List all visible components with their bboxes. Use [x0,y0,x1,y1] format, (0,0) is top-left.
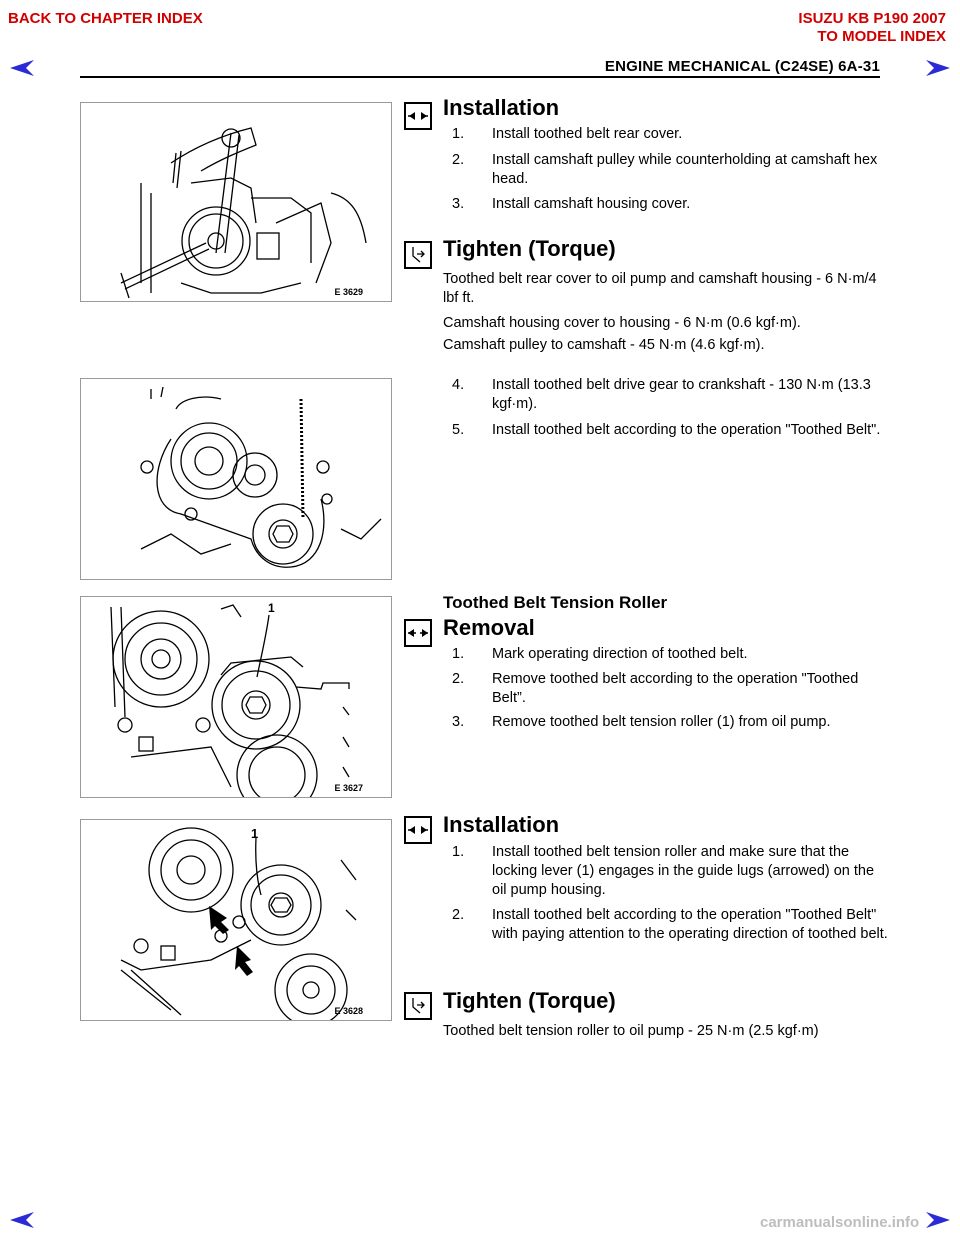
removal-icon [404,619,432,647]
watermark: carmanualsonline.info [760,1214,920,1231]
camshaft-pulley-illustration [81,103,391,301]
back-to-chapter-index-link[interactable]: BACK TO CHAPTER INDEX [8,10,203,27]
tension-roller-removal-illustration [81,597,391,797]
subsection-title: Toothed Belt Tension Roller [443,593,668,612]
figure-camshaft-pulley [80,102,392,302]
callout-label: 1 [251,826,259,841]
to-model-index-link[interactable]: TO MODEL INDEX [817,28,946,45]
tension-roller-installation-illustration [81,820,391,1020]
header-rule [80,76,880,78]
figure-label: E 3628 [334,1006,363,1016]
torque-spec: Camshaft housing cover to housing - 6 N·m (0.6 kgf·m). [443,315,801,331]
section-heading-tighten: Tighten (Torque) [443,236,616,261]
section-heading-removal: Removal [443,615,535,640]
next-page-arrow-icon[interactable] [924,1210,952,1230]
callout-label: 1 [268,601,275,615]
next-page-arrow-icon[interactable] [924,58,952,78]
torque-spec: Camshaft pulley to camshaft - 45 N·m (4.6 kgf·m). [443,337,765,353]
torque-spec: Toothed belt tension roller to oil pump - 25 N·m (2.5 kgf·m) [443,1023,819,1039]
torque-wrench-icon [404,241,432,269]
toothed-belt-drive-illustration [81,379,391,579]
page-header-title: ENGINE MECHANICAL (C24SE) 6A-31 [604,58,880,75]
figure-tension-roller-removal [80,596,392,798]
previous-page-arrow-icon[interactable] [8,58,36,78]
section-heading-installation: Installation [443,812,560,837]
section-heading-tighten: Tighten (Torque) [443,988,616,1013]
figure-toothed-belt-drive [80,378,392,580]
previous-page-arrow-icon[interactable] [8,1210,36,1230]
installation-icon [404,816,432,844]
torque-wrench-icon [404,992,432,1020]
section-heading-installation: Installation [443,95,560,120]
installation-icon [404,102,432,130]
figure-label: E 3629 [334,287,363,297]
figure-label: E 3627 [334,783,363,793]
figure-tension-roller-installation [80,819,392,1021]
torque-spec: Toothed belt rear cover to oil pump and camshaft housing - 6 N·m/4 lbf ft. [443,271,877,306]
model-title: ISUZU KB P190 2007 [798,10,946,27]
